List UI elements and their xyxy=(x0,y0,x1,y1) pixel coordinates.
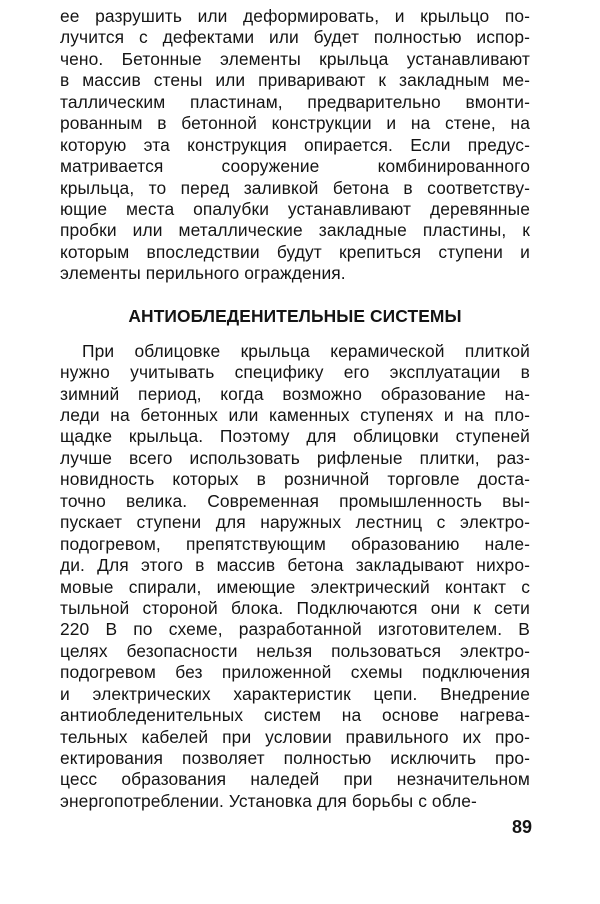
text-line: энергопотреблении. Установка для борьбы с обле- xyxy=(60,790,477,811)
text-line: мовые спирали, имеющие электрический контакт с xyxy=(60,576,530,597)
text-line: новидность которых в розничной торговле доста- xyxy=(60,469,530,490)
text-line: и электрических характеристик цепи. Внедрение xyxy=(60,683,530,704)
paragraph-1 xyxy=(60,6,530,285)
text-line: пускает ступени для наружных лестниц с электро- xyxy=(60,512,530,533)
text-line: 220 В по схеме, разработанной изготовителем. В xyxy=(60,619,530,640)
text-line: тыльной стороной блока. Подключаются они к сети xyxy=(60,597,530,618)
text-line: ее разрушить или деформировать, и крыльцо по- xyxy=(60,6,530,26)
text-line: пробки или металлические закладные пластины, к xyxy=(60,220,530,241)
text-line: в массив стены или приваривают к закладным ме- xyxy=(60,70,530,91)
page-text-block xyxy=(60,6,530,812)
text-line: При облицовке крыльца керамической плиткой xyxy=(82,340,530,361)
text-line: ектирования позволяет полностью исключить про- xyxy=(60,748,530,768)
text-line: элементы перильного ограждения. xyxy=(60,263,346,284)
text-line: цесс образования наледей при незначительном xyxy=(60,769,530,790)
text-line: антиобледенительных систем на основе нагрева- xyxy=(60,705,530,726)
text-line: ди. Для этого в массив бетона закладывают нихро- xyxy=(60,555,530,576)
text-line: ющие места опалубки устанавливают деревянные xyxy=(60,198,530,219)
text-line: рованным в бетонной конструкции и на стене, на xyxy=(60,113,530,134)
text-line: тельных кабелей при условии правильного их про- xyxy=(60,726,530,747)
text-line: зимний период, когда возможно образование на- xyxy=(60,383,530,404)
text-line: чено. Бетонные элементы крыльца устанавливают xyxy=(60,48,530,69)
text-line: леди на бетонных или каменных ступенях и на пло- xyxy=(60,405,530,425)
text-line: которым впоследствии будут крепиться ступени и xyxy=(60,241,530,262)
text-line: таллическим пластинам, предварительно вмонти- xyxy=(60,91,530,112)
page-number: 89 xyxy=(512,817,533,837)
text-line: подогревом без приложенной схемы подключения xyxy=(60,662,530,683)
text-line: точно велика. Современная промышленность вы- xyxy=(60,490,530,511)
text-line: матривается сооружение комбинированного xyxy=(60,156,530,177)
text-line: которую эта конструкция опирается. Если предус- xyxy=(60,134,530,155)
text-line: щадке крыльца. Поэтому для облицовки ступеней xyxy=(60,426,530,447)
text-line: лучше всего использовать рифленые плитки, раз- xyxy=(60,447,530,468)
text-line: подогревом, препятствующим образованию нале- xyxy=(60,533,530,554)
text-line: лучится с дефектами или будет полностью испор- xyxy=(60,27,530,48)
paragraph-2 xyxy=(60,341,530,813)
text-line: крыльца, то перед заливкой бетона в соответству- xyxy=(60,177,530,198)
section-heading: АНТИОБЛЕДЕНИТЕЛЬНЫЕ СИСТЕМЫ xyxy=(128,305,462,326)
text-line: целях безопасности нельзя пользоваться электро- xyxy=(60,640,530,661)
text-line: нужно учитывать специфику его эксплуатации в xyxy=(60,362,530,383)
